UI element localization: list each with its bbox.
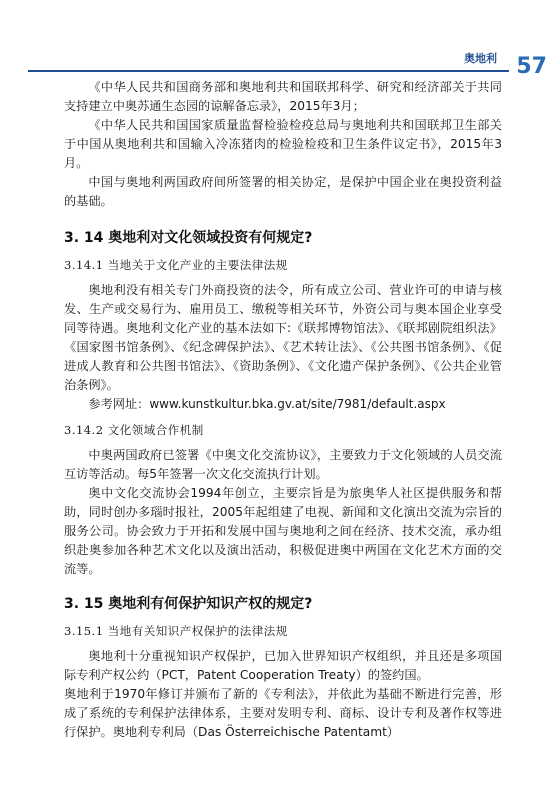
paragraph-agreements: 中国与奥地利两国政府间所签署的相关协定，是保护中国企业在奥投资利益的基础。 bbox=[64, 175, 502, 208]
page-number: 57 bbox=[516, 54, 547, 79]
reference-url-link[interactable]: www.kunstkultur.bka.gv.at/site/7981/default.aspx bbox=[149, 397, 446, 411]
paragraph-patent-law: 奥地利于1970年修订并颁布了新的《专利法》，并依此为基础不断进行完善，形成了系统的专利保护法律体系，主要对发明专利、商标、设计专利及著作权等进行保护。奥地利专利局（Das Österreichische Patentamt） bbox=[64, 687, 502, 739]
paragraph-culture-laws: 奥地利没有相关专门外商投资的法令，所有成立公司、营业许可的申请与核发、生产或交易行为、雇用员工、缴税等相关环节，外资公司与奥本国企业享受同等待遇。奥地利文化产业的基本法如下:《联邦博物馆法》、《联邦剧院组织法》《国家图书馆条例》、《纪念碑保护法》、《艺术转让法》、《公共图书馆条例》、《促进成人教育和公共图书馆法》、《资助条例》、《文化遗产保护条例》、《公共企业管治条例》。 bbox=[64, 283, 502, 392]
paragraph-culture-agreement: 中奥两国政府已签署《中奥文化交流协议》，主要致力于文化领域的人员交流互访等活动。每5年签署一次文化交流执行计划。 bbox=[64, 448, 502, 481]
subsection-heading-3-15-1: 3.15.1 当地有关知识产权保护的法律法规 bbox=[64, 624, 288, 638]
reference-url-line bbox=[64, 395, 502, 414]
paragraph-ip-overview: 奥地利十分重视知识产权保护，已加入世界知识产权组织，并且还是多项国际专利产权公约（PCT，Patent Cooperation Treaty）的签约国。 bbox=[64, 649, 502, 682]
reference-label: 参考网址： bbox=[88, 397, 150, 411]
subsection-heading-3-14-1: 3.14.1 当地关于文化产业的主要法律法规 bbox=[64, 258, 288, 272]
paragraph-mou: 《中华人民共和国商务部和奥地利共和国联邦科学、研究和经济部关于共同支持建立中奥苏通生态园的谅解备忘录》，2015年3月； bbox=[64, 80, 502, 113]
paragraph-culture-association: 奥中文化交流协会1994年创立，主要宗旨是为旅奥华人社区提供服务和帮助，同时创办多瑙时报社，2005年起组建了电视、新闻和文化演出交流为宗旨的服务公司。协会致力于开拓和发展中国与奥地利之间在经济、技术交流，承办组织赴奥参加各种艺术文化以及演出活动，积极促进奥中两国在文化艺术方面的交流等。 bbox=[64, 486, 502, 576]
page-content bbox=[64, 78, 502, 742]
paragraph-protocol: 《中华人民共和国国家质量监督检验检疫总局与奥地利共和国联邦卫生部关于中国从奥地利共和国输入冷冻猪肉的检验检疫和卫生条件议定书》，2015年3月。 bbox=[64, 118, 502, 170]
subsection-heading-3-14-2: 3.14.2 文化领域合作机制 bbox=[64, 423, 204, 437]
running-header-country: 奥地利 bbox=[464, 52, 497, 65]
section-heading-3-15: 3. 15 奥地利有何保护知识产权的规定? bbox=[64, 596, 313, 612]
section-heading-3-14: 3. 14 奥地利对文化领域投资有何规定? bbox=[64, 230, 313, 246]
header-rule bbox=[28, 70, 509, 72]
